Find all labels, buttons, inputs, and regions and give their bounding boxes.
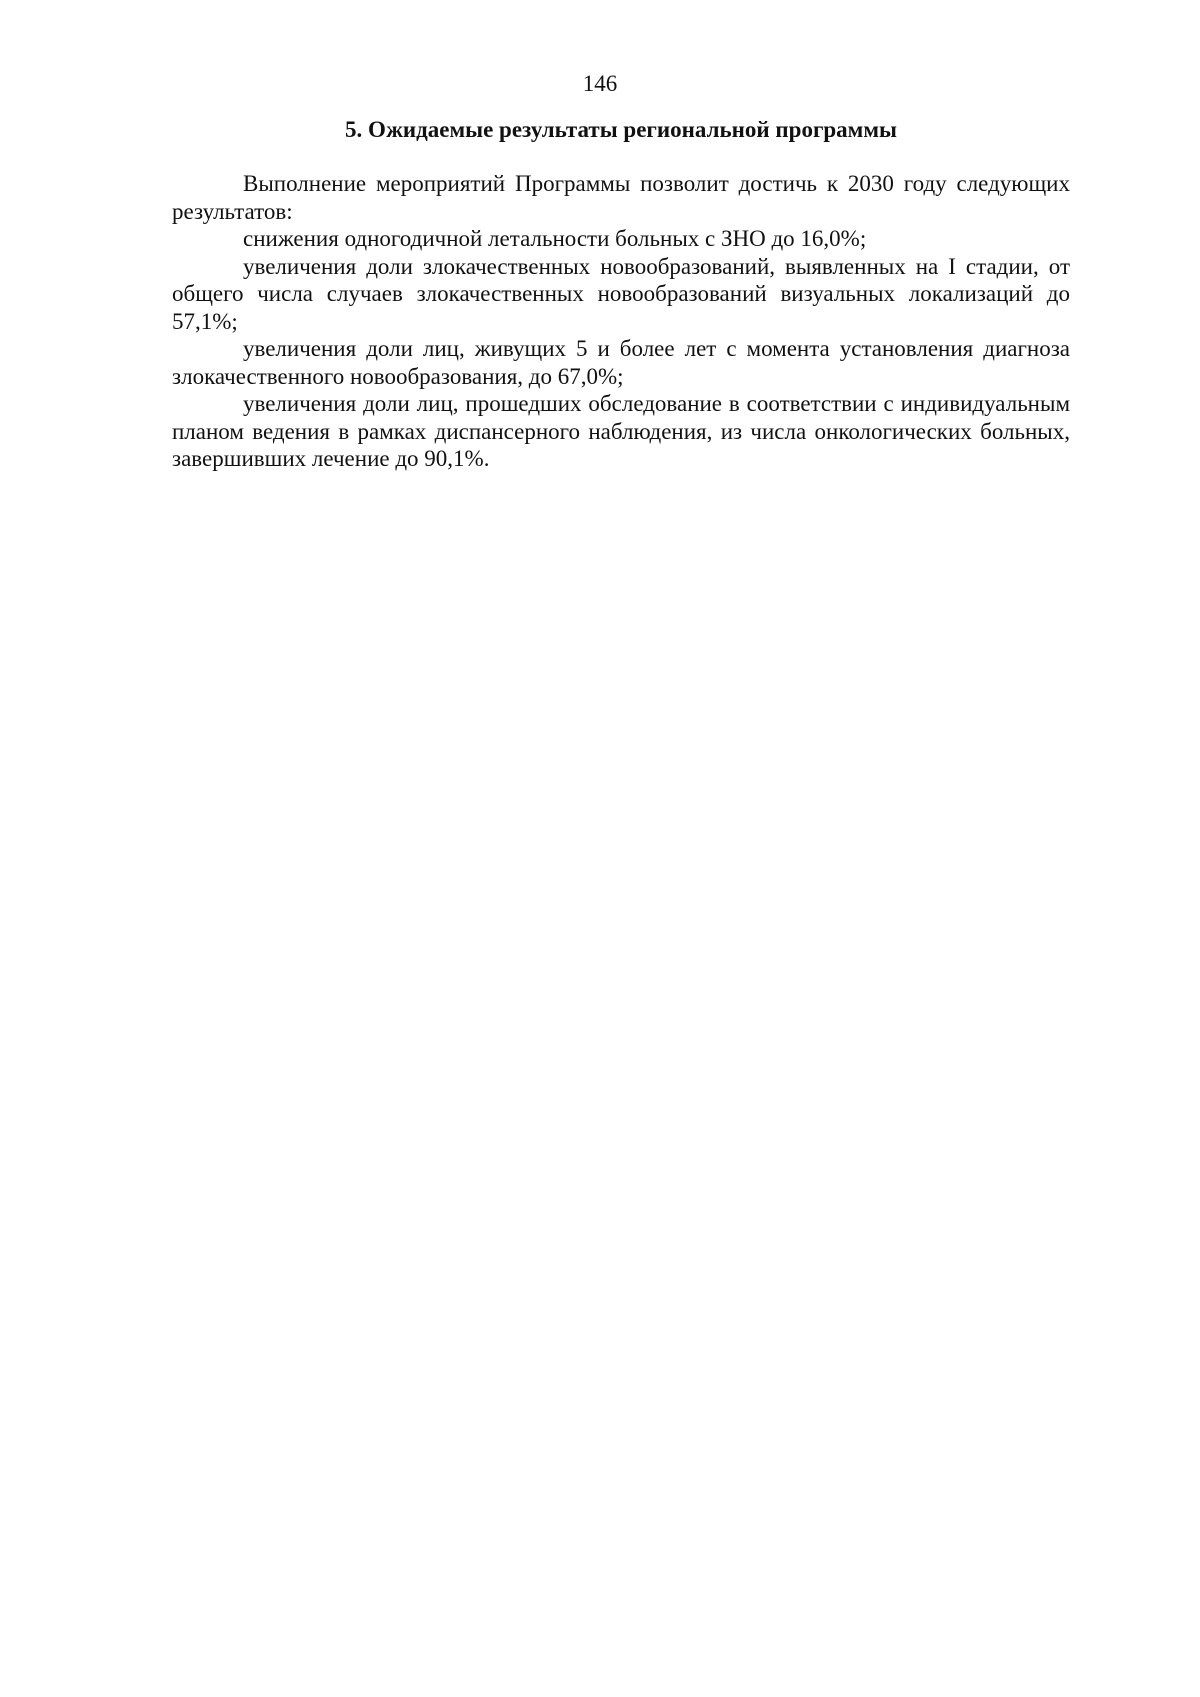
section-body [172, 170, 1070, 473]
result-item-early-detection: увеличения доли злокачественных новообразований, выявленных на I стадии, от общего числа случаев злокачественных новообразований визуальных локализаций до 57,1%; [172, 253, 1070, 334]
section-title: 5. Ожидаемые результаты региональной программы [345, 117, 897, 142]
intro-paragraph: Выполнение мероприятий Программы позволит достичь к 2030 году следующих результатов: [172, 171, 1070, 224]
result-item-follow-up: увеличения доли лиц, прошедших обследование в соответствии с индивидуальным планом ведения в рамках диспансерного наблюдения, из числа онкологических больных, завершивших лечение до 90,1%. [172, 391, 1070, 471]
result-item-mortality: снижения одногодичной летальности больных с ЗНО до 16,0%; [243, 226, 867, 251]
page-number: 146 [582, 71, 618, 96]
result-item-five-year-survival: увеличения доли лиц, живущих 5 и более лет с момента установления диагноза злокачественного новообразования, до 67,0%; [172, 336, 1070, 389]
